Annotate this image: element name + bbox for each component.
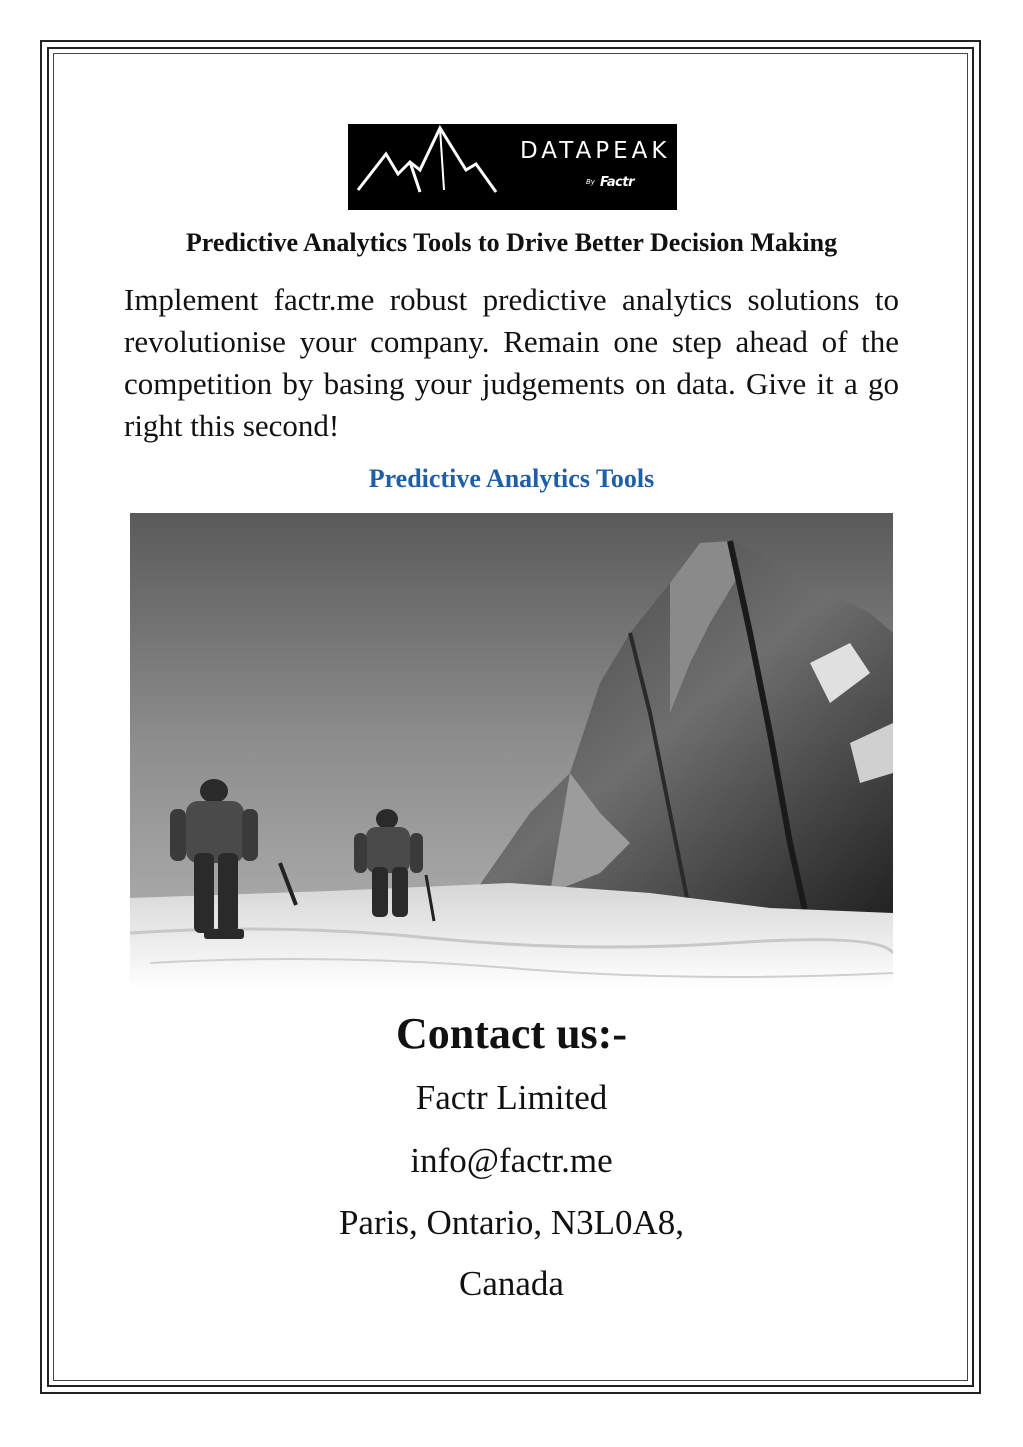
logo-brand: Factr xyxy=(600,175,634,190)
contact-address: Paris, Ontario, N3L0A8, xyxy=(338,1203,685,1242)
mountain-logo-icon xyxy=(348,124,677,210)
contact-company: Factr Limited xyxy=(415,1078,608,1117)
page-heading: Predictive Analytics Tools to Drive Better Decision Making xyxy=(185,228,838,257)
predictive-analytics-link[interactable]: Predictive Analytics Tools xyxy=(368,464,655,493)
logo-by-label: By xyxy=(586,178,595,186)
mountain-climbers-photo xyxy=(130,513,893,989)
contact-title: Contact us:- xyxy=(396,1009,627,1058)
logo-wordmark: DATAPEAK xyxy=(520,138,671,164)
contact-email: info@factr.me xyxy=(410,1141,613,1180)
contact-country: Canada xyxy=(459,1264,564,1303)
datapeak-logo xyxy=(348,124,677,210)
intro-paragraph: Implement factr.me robust predictive analytics solutions to revolutionise your company. Remain one step ahead of the competition by basing your judgements on data. Give it a go right this second! xyxy=(124,282,899,443)
